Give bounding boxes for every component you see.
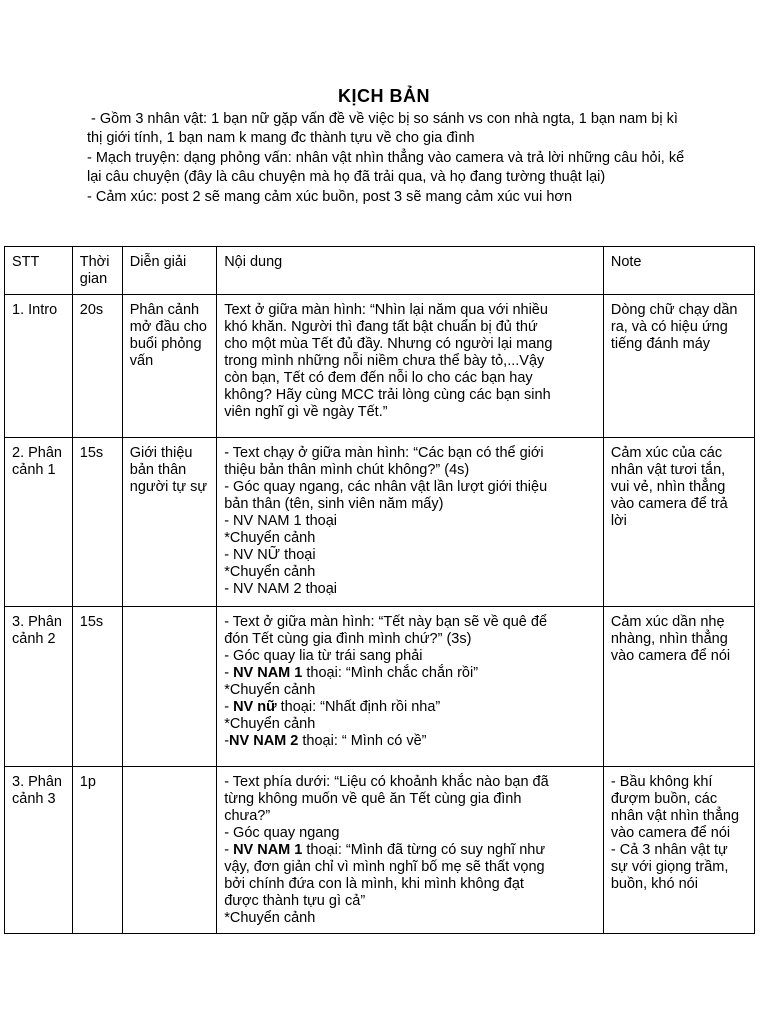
cell-description: [122, 438, 216, 607]
cell-time: [72, 295, 122, 438]
content-line: thiệu bản thân mình chút không?” (4s): [224, 462, 470, 478]
cell-time: [72, 607, 122, 767]
time-value: 15s: [79, 445, 104, 461]
table-header-row: [5, 247, 755, 295]
cell-content: [217, 767, 604, 934]
description-line: buổi phỏng: [129, 336, 202, 352]
content-line: vậy, đơn giản chỉ vì mình nghĩ bố mẹ sẽ thất vọng: [224, 859, 545, 875]
cell-description: [122, 607, 216, 767]
cell-time: [72, 767, 122, 934]
note-line: buồn, khó nói: [610, 876, 698, 892]
header-time: [72, 247, 122, 295]
note-line: đượm buồn, các: [610, 791, 718, 807]
content-line: bởi chính đứa con là mình, khi mình không đạt: [224, 876, 524, 892]
content-line: trong mình những nỗi niềm chưa thể bày tỏ,...Vậy: [224, 353, 545, 369]
note-line: lời: [610, 513, 627, 529]
content-line: *Chuyển cảnh: [224, 910, 316, 926]
content-line: bản thân (tên, sinh viên năm mấy): [224, 496, 444, 512]
content-line: khó khăn. Người thì đang tất bật chuẩn bị đủ thứ: [224, 319, 538, 335]
table-row: [5, 295, 755, 438]
intro-emotion: - Cảm xúc: post 2 sẽ mang cảm xúc buồn, post 3 sẽ mang cảm xúc vui hơn: [87, 188, 573, 205]
content-line: đón Tết cùng gia đình mình chứ?” (3s): [224, 631, 472, 647]
character-name: NV NAM 2: [229, 733, 299, 749]
content-line: - NV nữ thoại: “Nhất định rồi nha”: [224, 699, 441, 715]
content-line: - Text phía dưới: “Liệu có khoảnh khắc nào bạn đã: [224, 774, 549, 790]
description-line: vấn: [129, 353, 154, 369]
content-line: - Text chạy ở giữa màn hình: “Các bạn có thể giới: [224, 445, 544, 461]
description-line: người tự sự: [129, 479, 208, 495]
content-line: - Góc quay lia từ trái sang phải: [224, 648, 423, 664]
document-title: KỊCH BẢN: [338, 86, 430, 106]
content-line: chưa?”: [224, 808, 271, 824]
stt-line: 2. Phân: [12, 445, 62, 461]
note-line: Cảm xúc dần nhẹ: [610, 614, 725, 630]
content-line: - NV NAM 2 thoại: [224, 581, 338, 597]
content-line: - NV NAM 1 thoại: “Mình đã từng có suy nghĩ như: [224, 842, 546, 858]
note-line: vào camera để trả: [610, 496, 728, 512]
content-line: *Chuyển cảnh: [224, 564, 316, 580]
script-table: [4, 246, 755, 934]
stt-line: cảnh 2: [12, 631, 56, 647]
note-line: Dòng chữ chạy dần: [610, 302, 738, 318]
cell-note: [603, 767, 754, 934]
description-line: mở đầu cho: [129, 319, 207, 335]
description-line: Phân cảnh: [129, 302, 200, 318]
description-line: Giới thiệu: [129, 445, 193, 461]
content-line: *Chuyển cảnh: [224, 530, 316, 546]
header-stt: STT: [5, 247, 73, 295]
time-value: 1p: [79, 774, 96, 790]
note-line: vào camera để nói: [610, 648, 731, 664]
content-line: cho một mùa Tết đủ đầy. Nhưng có người lại mang: [224, 336, 553, 352]
cell-description: [122, 767, 216, 934]
table-row: [5, 607, 755, 767]
intro-characters: - Gồm 3 nhân vật: 1 bạn nữ gặp vấn đề về việc bị so sánh vs con nhà ngta, 1 bạn nam bị kì thị giới tính, 1 bạn nam k mang đc thành tựu về cho gia đình: [87, 111, 682, 147]
cell-description: [122, 295, 216, 438]
note-line: Cảm xúc của các: [610, 445, 723, 461]
cell-content: [217, 295, 604, 438]
stt-line: 3. Phân: [12, 614, 62, 630]
stt-line: cảnh 1: [12, 462, 56, 478]
character-name: NV NAM 1: [233, 842, 303, 858]
character-name: NV nữ: [233, 699, 277, 715]
content-line: được thành tựu gì cả”: [224, 893, 366, 909]
description-line: bản thân: [129, 462, 187, 478]
cell-content: [217, 607, 604, 767]
content-line: *Chuyển cảnh: [224, 682, 316, 698]
content-line: - NV NỮ thoại: [224, 547, 316, 563]
content-line: - NV NAM 1 thoại: “Mình chắc chắn rồi”: [224, 665, 479, 681]
content-line: - NV NAM 1 thoại: [224, 513, 338, 529]
note-line: sự với giọng trầm,: [610, 859, 729, 875]
content-line: viên nghĩ gì về ngày Tết.”: [224, 404, 388, 420]
intro-storyline: - Mạch truyện: dạng phỏng vấn: nhân vật nhìn thẳng vào camera và trả lời những câu hỏi, kể lại câu chuyện (đây là câu chuyện mà họ đã trải qua, và họ đang tường thuật lại): [87, 149, 685, 186]
content-line: *Chuyển cảnh: [224, 716, 316, 732]
header-note: Note: [603, 247, 754, 295]
content-line: - Text ở giữa màn hình: “Tết này bạn sẽ về quê để: [224, 614, 548, 630]
content-line: - Góc quay ngang: [224, 825, 340, 841]
note-line: nhàng, nhìn thẳng: [610, 631, 728, 647]
character-name: NV NAM 1: [233, 665, 303, 681]
header-content: Nội dung: [217, 247, 604, 295]
stt-line: 1. Intro: [12, 302, 58, 318]
time-value: 15s: [79, 614, 104, 630]
content-line: - Góc quay ngang, các nhân vật lần lượt giới thiệu: [224, 479, 548, 495]
content-line: từng không muốn về quê ăn Tết cùng gia đình: [224, 791, 522, 807]
cell-note: [603, 438, 754, 607]
cell-stt: [5, 767, 73, 934]
stt-line: 3. Phân: [12, 774, 62, 790]
cell-stt: [5, 295, 73, 438]
note-line: - Cả 3 nhân vật tự: [610, 842, 728, 858]
cell-content: [217, 438, 604, 607]
note-line: vui vẻ, nhìn thẳng: [610, 479, 726, 495]
table-row: [5, 438, 755, 607]
time-value: 20s: [79, 302, 104, 318]
cell-stt: [5, 607, 73, 767]
cell-stt: [5, 438, 73, 607]
cell-note: [603, 295, 754, 438]
note-line: ra, và có hiệu ứng: [610, 319, 728, 335]
note-line: nhân vật tươi tắn,: [610, 462, 726, 478]
note-line: - Bầu không khí: [610, 774, 713, 790]
note-line: vào camera để nói: [610, 825, 731, 841]
intro-notes: [87, 110, 687, 207]
cell-note: [603, 607, 754, 767]
table-row: [5, 767, 755, 934]
content-line: -NV NAM 2 thoại: “ Mình có về”: [224, 733, 427, 749]
content-line: Text ở giữa màn hình: “Nhìn lại năm qua với nhiều: [224, 302, 548, 318]
stt-line: cảnh 3: [12, 791, 56, 807]
content-line: còn bạn, Tết có đem đến nỗi lo cho các bạn hay: [224, 370, 533, 386]
cell-time: [72, 438, 122, 607]
note-line: tiếng đánh máy: [610, 336, 711, 352]
header-time-line: gian: [79, 271, 108, 287]
note-line: nhân vật nhìn thẳng: [610, 808, 740, 824]
content-line: không? Hãy cùng MCC trải lòng cùng các bạn sinh: [224, 387, 551, 403]
header-description: Diễn giải: [122, 247, 216, 295]
header-time-line: Thời: [79, 254, 110, 270]
